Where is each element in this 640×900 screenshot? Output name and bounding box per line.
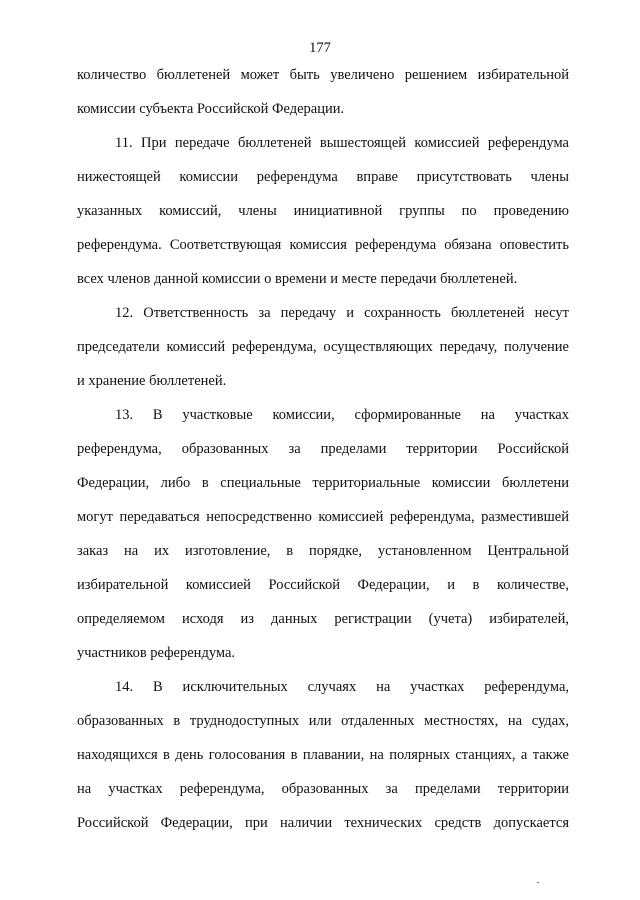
paragraph-item-13 [77, 404, 569, 676]
text-line: могут передаваться непосредственно комиссией референдума, разместившей [77, 509, 569, 525]
text-line: нижестоящей комиссии референдума вправе присутствовать члены [77, 169, 569, 185]
text-line: референдума, образованных за пределами территории Российской [77, 441, 569, 457]
text-line: председатели комиссий референдума, осуществляющих передачу, получение [77, 339, 569, 355]
text-line: количество бюллетеней может быть увеличено решением избирательной [77, 67, 569, 83]
text-line: 14. В исключительных случаях на участках референдума, [115, 679, 569, 695]
text-line: референдума. Соответствующая комиссия референдума обязана оповестить [77, 237, 569, 253]
document-body [77, 64, 569, 846]
paragraph-continuation [77, 64, 569, 132]
text-line: 11. При передаче бюллетеней вышестоящей комиссией референдума [115, 135, 569, 151]
page-number: 177 [309, 40, 331, 56]
text-line: находящихся в день голосования в плавании, на полярных станциях, а также [77, 747, 569, 763]
text-line: заказ на их изготовление, в порядке, установленном Центральной [77, 543, 569, 559]
text-line: Федерации, либо в специальные территориальные комиссии бюллетени [77, 475, 569, 491]
text-line: комиссии субъекта Российской Федерации. [77, 101, 345, 117]
text-line: определяемом исходя из данных регистрации (учета) избирателей, [77, 611, 569, 627]
text-line: избирательной комиссией Российской Федерации, и в количестве, [77, 577, 569, 593]
text-line: 13. В участковые комиссии, сформированные на участках [115, 407, 569, 423]
paragraph-item-12 [77, 302, 569, 404]
scan-speck [537, 882, 539, 883]
text-line: всех членов данной комиссии о времени и месте передачи бюллетеней. [77, 271, 518, 287]
text-line: на участках референдума, образованных за пределами территории [77, 781, 569, 797]
text-line: Российской Федерации, при наличии технических средств допускается [77, 815, 569, 831]
paragraph-item-14 [77, 676, 569, 846]
text-line: указанных комиссий, члены инициативной группы по проведению [77, 203, 569, 219]
paragraph-item-11 [77, 132, 569, 302]
text-line: участников референдума. [77, 645, 236, 661]
text-line: и хранение бюллетеней. [77, 373, 227, 389]
text-line: образованных в труднодоступных или отдаленных местностях, на судах, [77, 713, 569, 729]
text-line: 12. Ответственность за передачу и сохранность бюллетеней несут [115, 305, 569, 321]
